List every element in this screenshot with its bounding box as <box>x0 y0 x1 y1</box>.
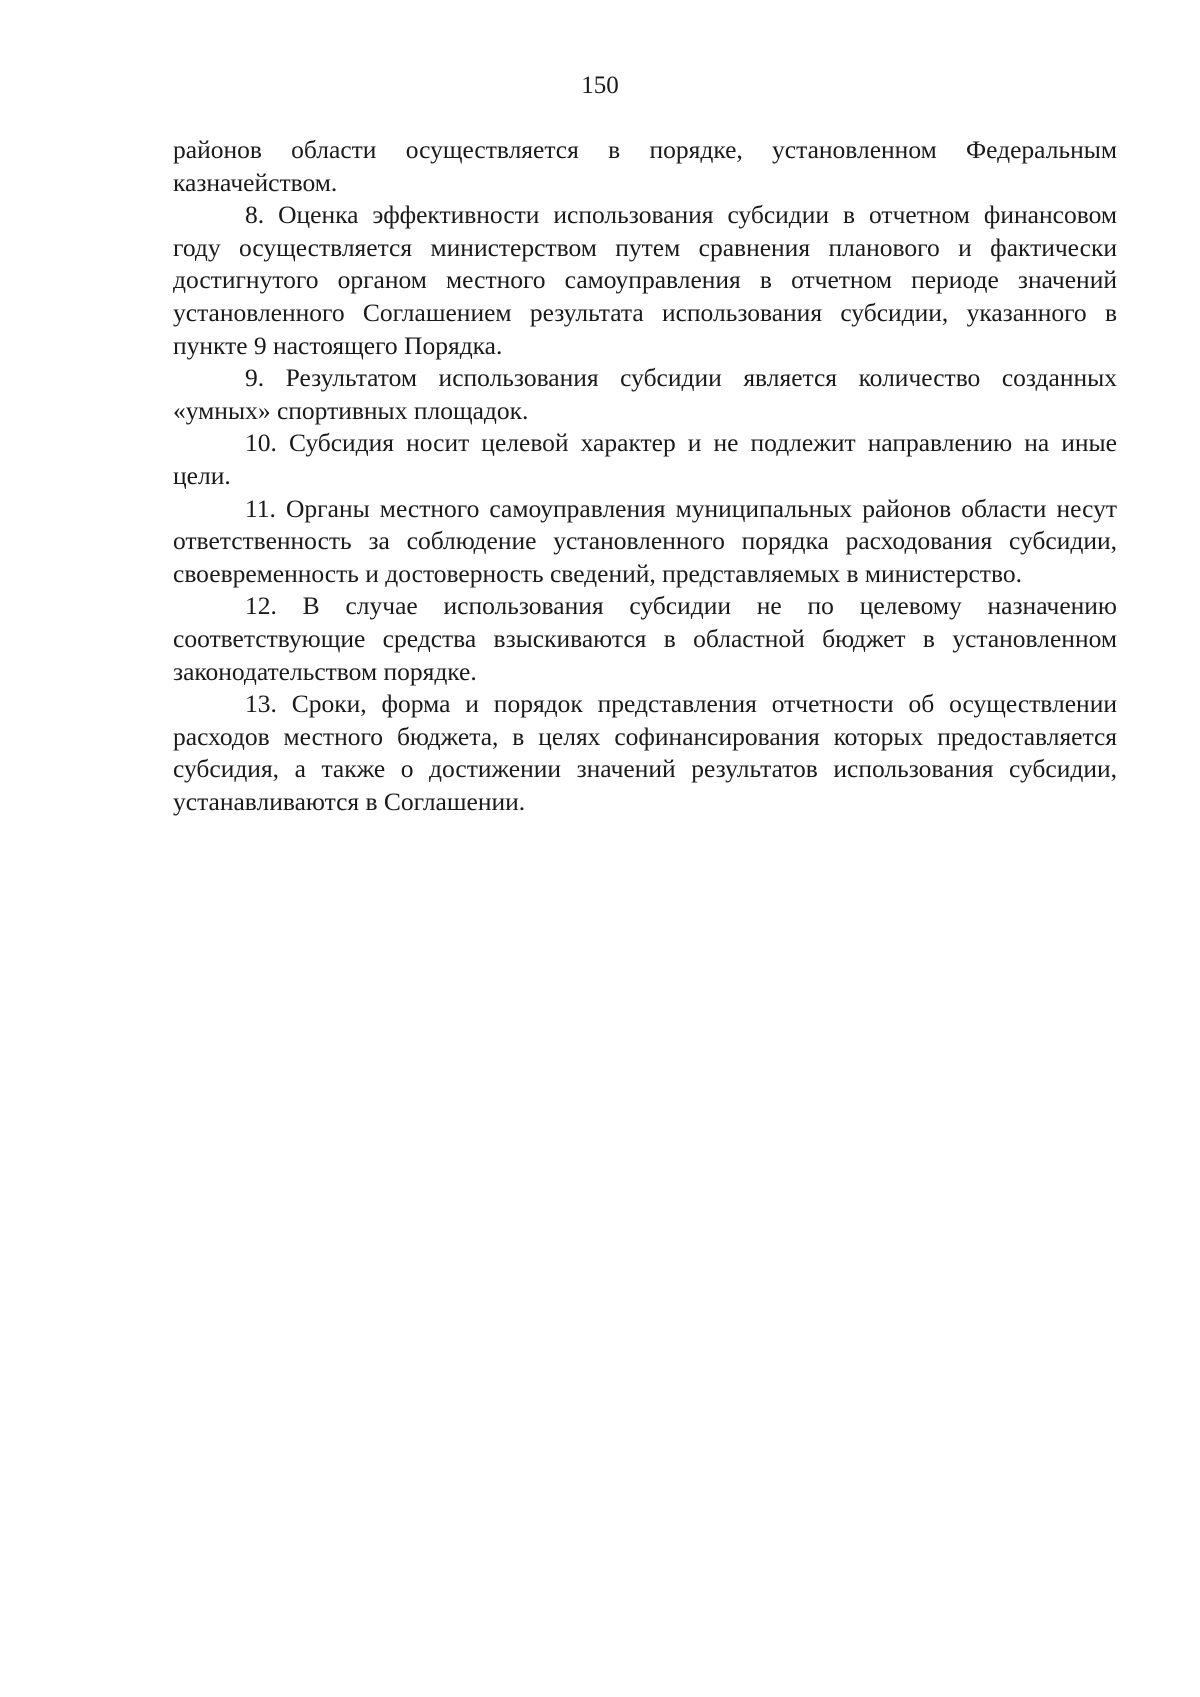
paragraph-item-11: 11. Органы местного самоуправления муниципальных районов области несут ответственность за соблюдение установленного порядка расходования субсидии, своевременность и достоверность сведений, представляемых в министерство. <box>173 493 1117 588</box>
paragraph-item-8: 8. Оценка эффективности использования субсидии в отчетном финансовом году осуществляется министерством путем сравнения планового и фактически достигнутого органом местного самоуправления в отчетном периоде значений установленного Соглашением результата использования субсидии, указанного в пункте 9 настоящего Порядка. <box>173 200 1117 360</box>
paragraph-item-13: 13. Сроки, форма и порядок представления отчетности об осуществлении расходов местного бюджета, в целях софинансирования которых предоставляется субсидия, а также о достижении значений результатов использования субсидии, устанавливаются в Соглашении. <box>173 689 1117 816</box>
paragraph-item-12: 12. В случае использования субсидии не по целевому назначению соответствующие средства взыскиваются в областной бюджет в установленном законодательством порядке. <box>173 591 1117 686</box>
paragraph-item-9: 9. Результатом использования субсидии является количество созданных «умных» спортивных площадок. <box>173 363 1117 425</box>
page-number: 150 <box>581 72 619 99</box>
document-body <box>173 134 1117 818</box>
paragraph-continuation: районов области осуществляется в порядке, установленном Федеральным казначейством. <box>173 135 1117 197</box>
paragraph-item-10: 10. Субсидия носит целевой характер и не подлежит направлению на иные цели. <box>173 428 1117 490</box>
